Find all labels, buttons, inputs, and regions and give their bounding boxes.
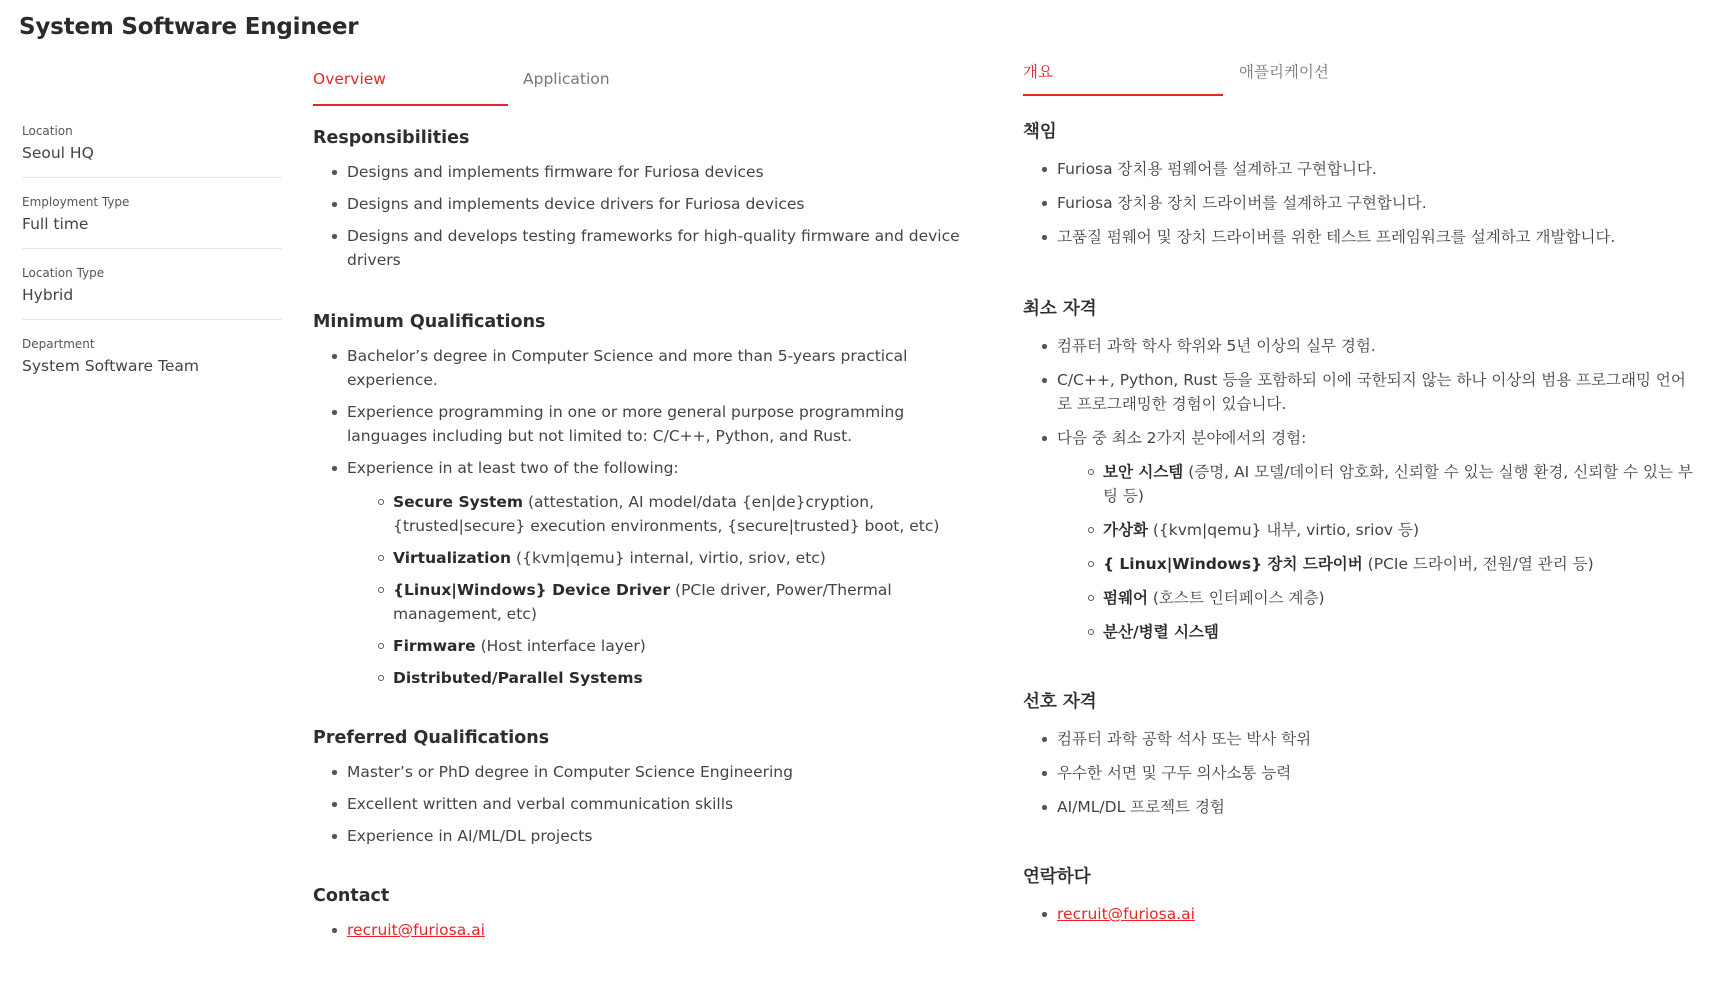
responsibilities-heading: Responsibilities — [313, 128, 470, 148]
tab-application[interactable]: 애플리케이션 — [1239, 63, 1329, 81]
sub-list-item — [393, 546, 968, 570]
minimum-qualifications-list — [1023, 334, 1695, 644]
list-item — [347, 918, 968, 942]
area-name: Virtualization — [393, 549, 512, 567]
korean-content — [1023, 58, 1695, 936]
meta-location-type — [22, 266, 282, 320]
area-name: 펌웨어 — [1103, 589, 1148, 607]
meta-employment-type — [22, 195, 282, 249]
list-item: Excellent written and verbal communication skills — [347, 792, 968, 816]
sub-list-item — [1103, 460, 1695, 508]
tab-bar — [313, 68, 968, 106]
experience-areas-list — [1057, 460, 1695, 644]
list-item: 컴퓨터 과학 학사 학위와 5년 이상의 실무 경험. — [1057, 334, 1695, 358]
list-item — [1057, 426, 1695, 644]
minimum-qualifications-heading: Minimum Qualifications — [313, 312, 546, 332]
tab-overview[interactable]: Overview — [313, 70, 386, 88]
meta-value: Hybrid — [22, 286, 74, 304]
preferred-qualifications-heading: 선호 자격 — [1023, 692, 1097, 712]
minimum-qualifications-heading: 최소 자격 — [1023, 299, 1097, 319]
area-name: Secure System — [393, 493, 524, 511]
sub-list-item — [1103, 620, 1695, 644]
page-title: System Software Engineer — [19, 14, 359, 40]
area-name: { Linux|Windows} 장치 드라이버 — [1103, 555, 1363, 573]
list-item-text: Experience in at least two of the following: — [347, 459, 679, 477]
list-item: Designs and implements firmware for Furiosa devices — [347, 160, 968, 184]
meta-department — [22, 337, 282, 390]
list-item: AI/ML/DL 프로젝트 경험 — [1057, 795, 1695, 819]
list-item: Furiosa 장치용 펌웨어를 설계하고 구현합니다. — [1057, 157, 1695, 181]
meta-location — [22, 124, 282, 178]
contact-email-link[interactable]: recruit@furiosa.ai — [347, 921, 485, 939]
area-name: {Linux|Windows} Device Driver — [393, 581, 671, 599]
sub-list-item — [1103, 552, 1695, 576]
responsibilities-heading: 책임 — [1023, 122, 1057, 142]
meta-value: System Software Team — [22, 357, 199, 375]
area-name: 가상화 — [1103, 521, 1148, 539]
active-tab-indicator — [1023, 94, 1223, 96]
area-name: Firmware — [393, 637, 476, 655]
sub-list-item — [393, 578, 968, 626]
preferred-qualifications-heading: Preferred Qualifications — [313, 728, 550, 748]
meta-value: Full time — [22, 215, 89, 233]
sub-list-item — [393, 666, 968, 690]
active-tab-indicator — [313, 104, 508, 106]
meta-label: Location Type — [22, 266, 105, 280]
sub-list-item — [1103, 518, 1695, 542]
experience-areas-list — [347, 490, 968, 690]
list-item — [347, 456, 968, 690]
meta-label: Department — [22, 337, 95, 351]
area-name: 보안 시스템 — [1103, 463, 1184, 481]
list-item: 우수한 서면 및 구두 의사소통 능력 — [1057, 761, 1695, 785]
list-item: Designs and develops testing frameworks for high-quality firmware and device drivers — [347, 224, 968, 272]
tab-overview[interactable]: 개요 — [1023, 63, 1053, 81]
minimum-qualifications-list — [313, 344, 968, 690]
list-item: 고품질 펌웨어 및 장치 드라이버를 위한 테스트 프레임워크를 설계하고 개발합니다. — [1057, 225, 1695, 249]
list-item: Experience programming in one or more general purpose programming languages including but not limited to: C/C++, Python, and Rust. — [347, 400, 968, 448]
area-name: 분산/병렬 시스템 — [1103, 623, 1219, 641]
contact-heading: 연락하다 — [1023, 867, 1091, 887]
preferred-qualifications-list — [1023, 727, 1695, 819]
area-detail: ({kvm|qemu} 내부, virtio, sriov 등) — [1147, 521, 1420, 539]
list-item — [1057, 902, 1695, 926]
tab-bar — [1023, 58, 1695, 96]
list-item-text: 다음 중 최소 2가지 분야에서의 경험: — [1057, 429, 1307, 447]
area-detail: (호스트 인터페이스 계층) — [1147, 589, 1325, 607]
list-item: Furiosa 장치용 장치 드라이버를 설계하고 구현합니다. — [1057, 191, 1695, 215]
list-item: Designs and implements device drivers for Furiosa devices — [347, 192, 968, 216]
preferred-qualifications-list — [313, 760, 968, 848]
list-item: Experience in AI/ML/DL projects — [347, 824, 968, 848]
sub-list-item — [1103, 586, 1695, 610]
list-item: 컴퓨터 과학 공학 석사 또는 박사 학위 — [1057, 727, 1695, 751]
area-name: Distributed/Parallel Systems — [393, 669, 643, 687]
responsibilities-list — [1023, 157, 1695, 249]
area-detail: ({kvm|qemu} internal, virtio, sriov, etc) — [511, 549, 826, 567]
meta-value: Seoul HQ — [22, 144, 94, 162]
meta-label: Location — [22, 124, 73, 138]
area-detail: (attestation, AI model/data {en|de}cryption, {trusted|secure} execution environments, {secure|trusted} boot, etc) — [393, 493, 940, 535]
contact-heading: Contact — [313, 886, 390, 906]
list-item: Bachelor’s degree in Computer Science and more than 5-years practical experience. — [347, 344, 968, 392]
responsibilities-list — [313, 160, 968, 272]
contact-email-link[interactable]: recruit@furiosa.ai — [1057, 905, 1195, 923]
sub-list-item — [393, 490, 968, 538]
area-detail: (PCIe 드라이버, 전원/열 관리 등) — [1362, 555, 1594, 573]
area-detail: (Host interface layer) — [475, 637, 646, 655]
list-item: Master’s or PhD degree in Computer Science Engineering — [347, 760, 968, 784]
tab-application[interactable]: Application — [523, 70, 610, 88]
meta-label: Employment Type — [22, 195, 130, 209]
job-meta-sidebar — [22, 124, 282, 407]
contact-list — [1023, 902, 1695, 926]
contact-list — [313, 918, 968, 942]
list-item: C/C++, Python, Rust 등을 포함하되 이에 국한되지 않는 하나 이상의 범용 프로그래밍 언어로 프로그래밍한 경험이 있습니다. — [1057, 368, 1695, 416]
sub-list-item — [393, 634, 968, 658]
area-detail: (PCIe driver, Power/Thermal management, etc) — [393, 581, 892, 623]
area-detail: (증명, AI 모델/데이터 암호화, 신뢰할 수 있는 실행 환경, 신뢰할 수 있는 부팅 등) — [1103, 463, 1693, 505]
english-content — [313, 68, 968, 950]
